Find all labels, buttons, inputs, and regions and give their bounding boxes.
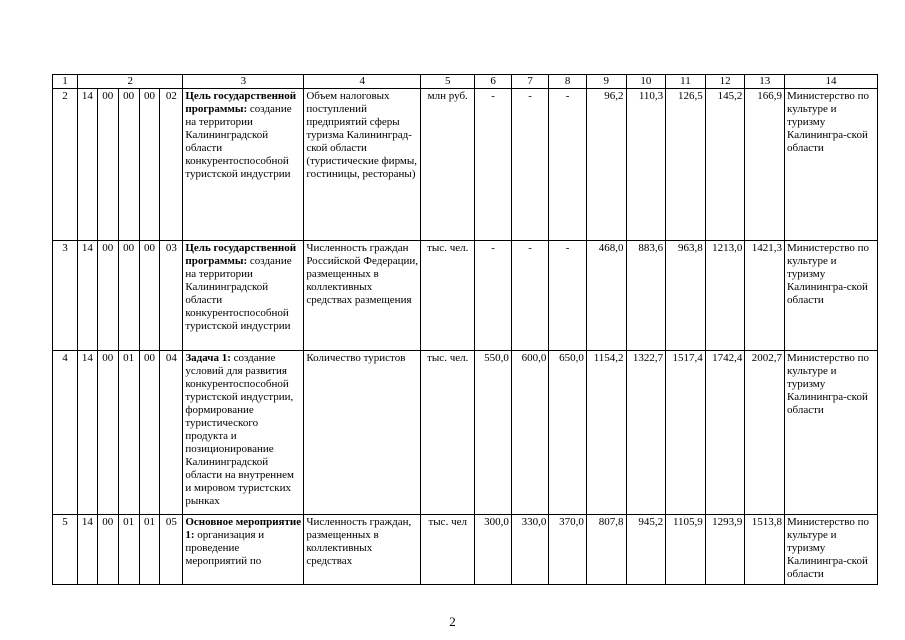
value-cell: - [475, 89, 512, 241]
goal-title: Основное мероприятие 1: [185, 516, 302, 541]
value-cell: 1213,0 [705, 241, 745, 351]
value-cell: 1293,9 [705, 515, 745, 585]
goal-text: создание условий для развития конкурентоспособной туристской индустрии, формирование туристического продукта и позиционирование Калининградской области на внутреннем и мировом туристских рынках [185, 352, 294, 507]
goal-text: создание на территории Калининградской области конкурентоспособной туристской индустрии [185, 255, 292, 332]
code-cell: 00 [118, 241, 139, 351]
table-row [53, 89, 878, 241]
value-cell: 550,0 [475, 351, 512, 515]
page-number: 2 [449, 614, 456, 629]
row-number: 2 [53, 89, 78, 241]
code-cell: 00 [97, 241, 118, 351]
value-cell: 1421,3 [745, 241, 785, 351]
value-cell: - [475, 241, 512, 351]
value-cell: 1154,2 [586, 351, 626, 515]
value-cell: 963,8 [666, 241, 706, 351]
code-cell: 00 [97, 515, 118, 585]
code-cell: 00 [139, 351, 160, 515]
value-cell: 1517,4 [666, 351, 706, 515]
value-cell: 2002,7 [745, 351, 785, 515]
header-cell: 7 [511, 75, 549, 89]
header-cell: 13 [745, 75, 785, 89]
header-row [53, 75, 878, 89]
goal-cell [183, 351, 304, 515]
header-cell: 9 [586, 75, 626, 89]
goal-title: Задача 1: [185, 352, 231, 364]
code-cell: 14 [78, 515, 98, 585]
header-cell: 4 [304, 75, 421, 89]
value-cell: 1742,4 [705, 351, 745, 515]
code-cell: 01 [118, 515, 139, 585]
indicator-cell: Объем налоговых поступлений предприятий сферы туризма Калининград-ской области (туристические фирмы, гостиницы, рестораны) [304, 89, 421, 241]
code-cell: 14 [78, 241, 98, 351]
value-cell: 468,0 [586, 241, 626, 351]
responsible-cell: Министерство по культуре и туризму Калинингра-ской области [785, 89, 878, 241]
unit-cell: млн руб. [421, 89, 475, 241]
value-cell: 110,3 [626, 89, 666, 241]
responsible-cell: Министерство по культуре и туризму Калинингра-ской области [785, 515, 878, 585]
value-cell: - [549, 89, 587, 241]
code-cell: 05 [160, 515, 183, 585]
value-cell: 300,0 [475, 515, 512, 585]
code-cell: 02 [160, 89, 183, 241]
goal-cell [183, 241, 304, 351]
responsible-cell: Министерство по культуре и туризму Калинингра-ской области [785, 351, 878, 515]
responsible-cell: Министерство по культуре и туризму Калинингра-ской области [785, 241, 878, 351]
header-cell: 10 [626, 75, 666, 89]
header-cell: 6 [475, 75, 512, 89]
row-number: 5 [53, 515, 78, 585]
value-cell: - [511, 89, 549, 241]
value-cell: 1105,9 [666, 515, 706, 585]
header-cell: 11 [666, 75, 706, 89]
code-cell: 01 [139, 515, 160, 585]
table-row [53, 351, 878, 515]
value-cell: 1322,7 [626, 351, 666, 515]
row-number: 3 [53, 241, 78, 351]
indicators-table [52, 74, 878, 585]
unit-cell: тыс. чел [421, 515, 475, 585]
code-cell: 03 [160, 241, 183, 351]
value-cell: 883,6 [626, 241, 666, 351]
header-cell: 14 [785, 75, 878, 89]
value-cell: - [549, 241, 587, 351]
goal-cell [183, 89, 304, 241]
header-cell: 3 [183, 75, 304, 89]
value-cell: 166,9 [745, 89, 785, 241]
value-cell: 600,0 [511, 351, 549, 515]
code-cell: 14 [78, 351, 98, 515]
code-cell: 14 [78, 89, 98, 241]
value-cell: 96,2 [586, 89, 626, 241]
goal-cell [183, 515, 304, 585]
code-cell: 01 [118, 351, 139, 515]
header-cell: 8 [549, 75, 587, 89]
unit-cell: тыс. чел. [421, 351, 475, 515]
code-cell: 00 [139, 241, 160, 351]
code-cell: 00 [139, 89, 160, 241]
code-cell: 00 [118, 89, 139, 241]
value-cell: 370,0 [549, 515, 587, 585]
row-number: 4 [53, 351, 78, 515]
indicator-cell: Количество туристов [304, 351, 421, 515]
indicator-cell: Численность граждан, размещенных в коллективных средствах [304, 515, 421, 585]
goal-title: Цель государственной программы: [185, 242, 297, 267]
table-row [53, 241, 878, 351]
value-cell: 145,2 [705, 89, 745, 241]
indicator-cell: Численность граждан Российской Федерации, размещенных в коллективных средствах размещения [304, 241, 421, 351]
value-cell: 126,5 [666, 89, 706, 241]
value-cell: 807,8 [586, 515, 626, 585]
code-cell: 04 [160, 351, 183, 515]
code-cell: 00 [97, 89, 118, 241]
header-cell: 5 [421, 75, 475, 89]
header-cell: 2 [78, 75, 183, 89]
value-cell: 1513,8 [745, 515, 785, 585]
table-row [53, 515, 878, 585]
value-cell: 650,0 [549, 351, 587, 515]
value-cell: 945,2 [626, 515, 666, 585]
unit-cell: тыс. чел. [421, 241, 475, 351]
value-cell: 330,0 [511, 515, 549, 585]
goal-title: Цель государственной программы: [185, 90, 297, 115]
header-cell: 1 [53, 75, 78, 89]
header-cell: 12 [705, 75, 745, 89]
value-cell: - [511, 241, 549, 351]
goal-text: создание на территории Калининградской области конкурентоспособной туристской индустрии [185, 103, 292, 180]
goal-text: организация и проведение мероприятий по [185, 529, 265, 567]
code-cell: 00 [97, 351, 118, 515]
